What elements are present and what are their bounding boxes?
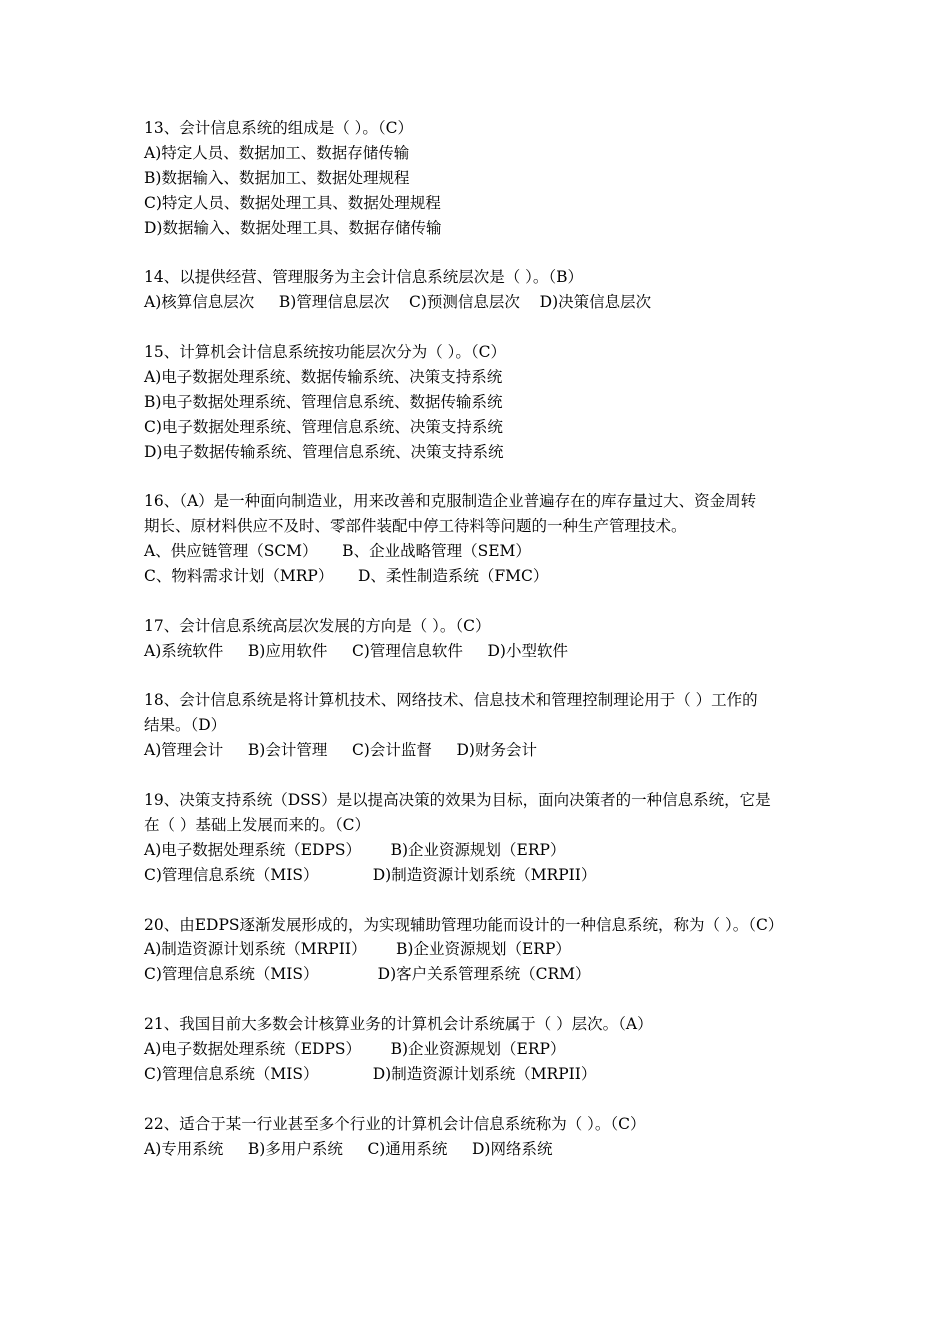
- options-row: A)核算信息层次 B)管理信息层次 C)预测信息层次 D)决策信息层次: [144, 293, 652, 312]
- option-d: D)数据输入、数据处理工具、数据存储传输: [144, 218, 442, 237]
- question-19: [144, 788, 814, 888]
- options-row-1: A)电子数据处理系统（EDPS） B)企业资源规划（ERP）: [144, 840, 566, 859]
- options-row-2: C)管理信息系统（MIS） D)客户关系管理系统（CRM）: [144, 965, 591, 984]
- option-b: B)电子数据处理系统、管理信息系统、数据传输系统: [144, 392, 503, 411]
- question-15: [144, 340, 814, 464]
- question-text: 13、会计信息系统的组成是（ ）。（C）: [144, 119, 414, 137]
- question-22: [144, 1112, 814, 1162]
- question-text: 17、会计信息系统高层次发展的方向是（ ）。（C）: [144, 616, 491, 635]
- question-text-cont: 期长、原材料供应不及时、零部件装配中停工待料等问题的一种生产管理技术。: [144, 517, 687, 536]
- question-21: [144, 1012, 814, 1087]
- question-text: 19、决策支持系统（DSS）是以提高决策的效果为目标，面向决策者的一种信息系统，它是: [144, 791, 771, 810]
- option-d: D)电子数据传输系统、管理信息系统、决策支持系统: [144, 442, 504, 461]
- question-text: 21、我国目前大多数会计核算业务的计算机会计系统属于（ ）层次。（A）: [144, 1015, 653, 1034]
- options-row: A)管理会计 B)会计管理 C)会计监督 D)财务会计: [144, 741, 537, 760]
- question-text: 22、适合于某一行业甚至多个行业的计算机会计信息系统称为（ ）。（C）: [144, 1114, 646, 1133]
- options-row-2: C)管理信息系统（MIS） D)制造资源计划系统（MRPII）: [144, 1064, 597, 1083]
- question-text: 16、（A）是一种面向制造业，用来改善和克服制造企业普遍存在的库存量过大、资金周转: [144, 492, 757, 511]
- question-20: [144, 913, 814, 988]
- option-c: C)特定人员、数据处理工具、数据处理规程: [144, 193, 441, 212]
- question-14: [144, 265, 814, 315]
- option-b: B)数据输入、数据加工、数据处理规程: [144, 168, 410, 187]
- question-18: [144, 688, 814, 763]
- question-text: 15、计算机会计信息系统按功能层次分为（ ）。（C）: [144, 343, 507, 362]
- options-row: A)系统软件 B)应用软件 C)管理信息软件 D)小型软件: [144, 641, 568, 660]
- question-13: [144, 116, 814, 240]
- options-row-1: A)电子数据处理系统（EDPS） B)企业资源规划（ERP）: [144, 1039, 566, 1058]
- options-row-1: A)制造资源计划系统（MRPII） B)企业资源规划（ERP）: [144, 940, 571, 959]
- options-row-2: C、物料需求计划（MRP） D、柔性制造系统（FMC）: [144, 567, 549, 586]
- option-a: A)特定人员、数据加工、数据存储传输: [144, 143, 410, 162]
- question-list: [144, 116, 814, 1186]
- options-row-1: A、供应链管理（SCM） B、企业战略管理（SEM）: [144, 542, 531, 561]
- question-text-cont: 结果。（D）: [144, 716, 227, 735]
- question-text: 14、以提供经营、管理服务为主会计信息系统层次是（ ）。（B）: [144, 268, 584, 287]
- question-text: 18、会计信息系统是将计算机技术、网络技术、信息技术和管理控制理论用于（ ）工作的: [144, 691, 758, 710]
- options-row: A)专用系统 B)多用户系统 C)通用系统 D)网络系统: [144, 1139, 553, 1158]
- option-c: C)电子数据处理系统、管理信息系统、决策支持系统: [144, 417, 503, 436]
- option-a: A)电子数据处理系统、数据传输系统、决策支持系统: [144, 367, 503, 386]
- question-17: [144, 614, 814, 664]
- question-text-cont: 在（ ）基础上发展而来的。（C）: [144, 815, 371, 834]
- options-row-2: C)管理信息系统（MIS） D)制造资源计划系统（MRPII）: [144, 865, 597, 884]
- question-text: 20、由EDPS逐渐发展形成的，为实现辅助管理功能而设计的一种信息系统，称为（ ）。（C）: [144, 915, 784, 934]
- question-16: [144, 489, 814, 589]
